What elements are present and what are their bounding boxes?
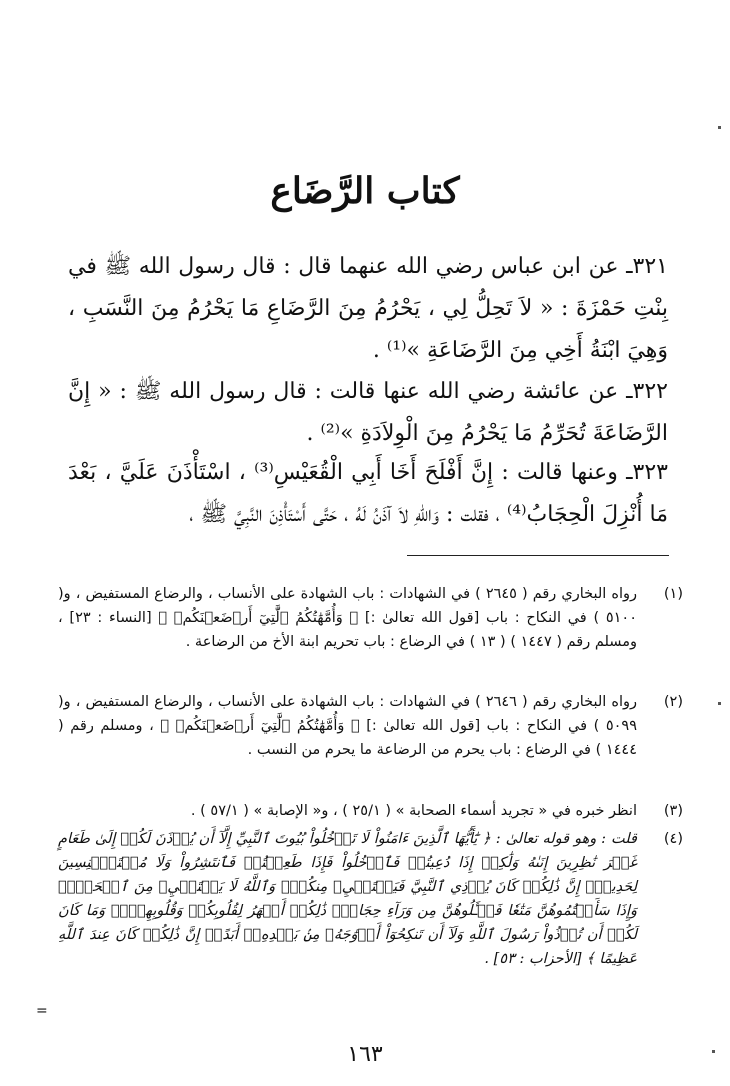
margin-mark (718, 702, 721, 705)
hadith-321: ٣٢١ـ عن ابن عباس رضي الله عنهما قال : قال رسول الله ﷺ في بِنْتِ حَمْزَةَ : « لاَ تَحِلُّ لِي ، يَحْرُمُ مِنَ الرَّضَاعِ مَا يَحْرُمُ مِنَ النَّسَبِ ، وَهِيَ ابْنَةُ أَخِي مِنَ الرَّضَاعَةِ »⁽¹⁾ . (68, 254, 668, 363)
footnote-text: قلت : وهو قوله تعالىٰ : ﴿ يَٰٓأَيُّهَا ٱلَّذِينَ ءَامَنُواْ لَا تَدۡخُلُواْ بُيُوتَ ٱلنَّبِيِّ إِلَّآ أَن يُؤۡذَنَ لَكُمۡ إِلَىٰ طَعَامٍ غَيۡرَ نَٰظِرِينَ إِنَىٰهُ وَلَٰكِنۡ إِذَا دُعِيتُمۡ فَٱدۡخُلُواْ فَإِذَا طَعِمۡتُمۡ فَٱنتَشِرُواْ وَلَا مُسۡتَـٔۡنِسِينَ لِحَدِيثٍۚ إِنَّ ذَٰلِكُمۡ كَانَ يُؤۡذِي ٱلنَّبِيَّ فَيَسۡتَحۡيِۦ مِنكُمۡۖ وَٱللَّهُ لَا يَسۡتَحۡيِۦ مِنَ ٱلۡحَقِّۚ وَإِذَا سَأَلۡتُمُوهُنَّ مَتَٰعٗا فَسۡـَٔلُوهُنَّ مِن وَرَآءِ حِجَابٖۚ ذَٰلِكُمۡ أَطۡهَرُ لِقُلُوبِكُمۡ وَقُلُوبِهِنَّۚ وَمَا كَانَ لَكُمۡ أَن تُؤۡذُواْ رَسُولَ ٱللَّهِ وَلَآ أَن تَنكِحُوٓاْ أَزۡوَٰجَهُۥ مِنۢ بَعۡدِهِۦٓ أَبَدًاۚ إِنَّ ذَٰلِكُمۡ كَانَ عِندَ ٱللَّهِ عَظِيمًا ﴾ [الأحزاب : ٥٣] . (58, 831, 637, 967)
margin-mark (718, 126, 721, 129)
page-number: ١٦٣ (347, 1042, 383, 1067)
footnote-text: رواه البخاري رقم ( ٢٦٤٦ ) في الشهادات : باب الشهادة على الأنساب ، والرضاع المستفيض ، و( ٥٠٩٩ ) في النكاح : باب [قول الله تعالىٰ :] ﴿ وَأُمَّهَٰتُكُمُ ٱلَّٰتِيٓ أَرۡضَعۡنَكُمۡ ﴾ ، ومسلم رقم ( ١٤٤٤ ) في الرضاع : باب يحرم من الرضاعة ما يحرم من النسب . (58, 694, 637, 758)
footnote-text: رواه البخاري رقم ( ٢٦٤٥ ) في الشهادات : باب الشهادة على الأنساب ، والرضاع المستفيض ، و( ٥١٠٠ ) في النكاح : باب [قول الله تعالىٰ :] ﴿ وَأُمَّهَٰتُكُمُ ٱلَّٰتِيٓ أَرۡضَعۡنَكُمۡ ﴾ [النساء : ٢٣] ، ومسلم رقم ( ١٤٤٧ ) ( ١٣ ) في الرضاع : باب تحريم ابنة الأخ من الرضاعة . (58, 586, 637, 650)
hadith-322: ٣٢٢ـ عن عائشة رضي الله عنها قالت : قال رسول الله ﷺ : « إِنَّ الرَّضَاعَةَ تُحَرِّمُ مَا يَحْرُمُ مِنَ الْوِلاَدَةِ »⁽²⁾ . (68, 379, 668, 446)
chapter-title: كتاب الرَّضَاع (270, 170, 460, 212)
footnote-4 (58, 827, 683, 971)
hadith-323: ٣٢٣ـ وعنها قالت : إِنَّ أَفْلَحَ أَخَا أَبِي الْقُعَيْسِ⁽³⁾ ، اسْتَأْذَنَ عَلَيَّ ، بَعْدَ مَا أُنْزِلَ الْحِجَابُ⁽⁴⁾ ، فقلت : وَاللهِ لاَ آذَنُ لَهُ ، حَتَّى أَسْتَأْذِنَ النَّبِيَّ ﷺ ، (68, 460, 668, 527)
footnote-2 (58, 690, 683, 762)
continuation-mark: = (36, 1003, 48, 1019)
footnote-1 (58, 582, 683, 654)
footnote-number: (٢) (663, 694, 683, 710)
footnote-number: (٤) (663, 831, 683, 847)
footnote-number: (١) (663, 586, 683, 602)
footnote-text: انظر خبره في « تجريد أسماء الصحابة » ( ٢٥/١ ) ، و« الإصابة » ( ٥٧/١ ) . (190, 803, 637, 819)
footnote-separator (407, 555, 669, 556)
footnote-3 (58, 799, 683, 823)
footnote-number: (٣) (663, 803, 683, 819)
